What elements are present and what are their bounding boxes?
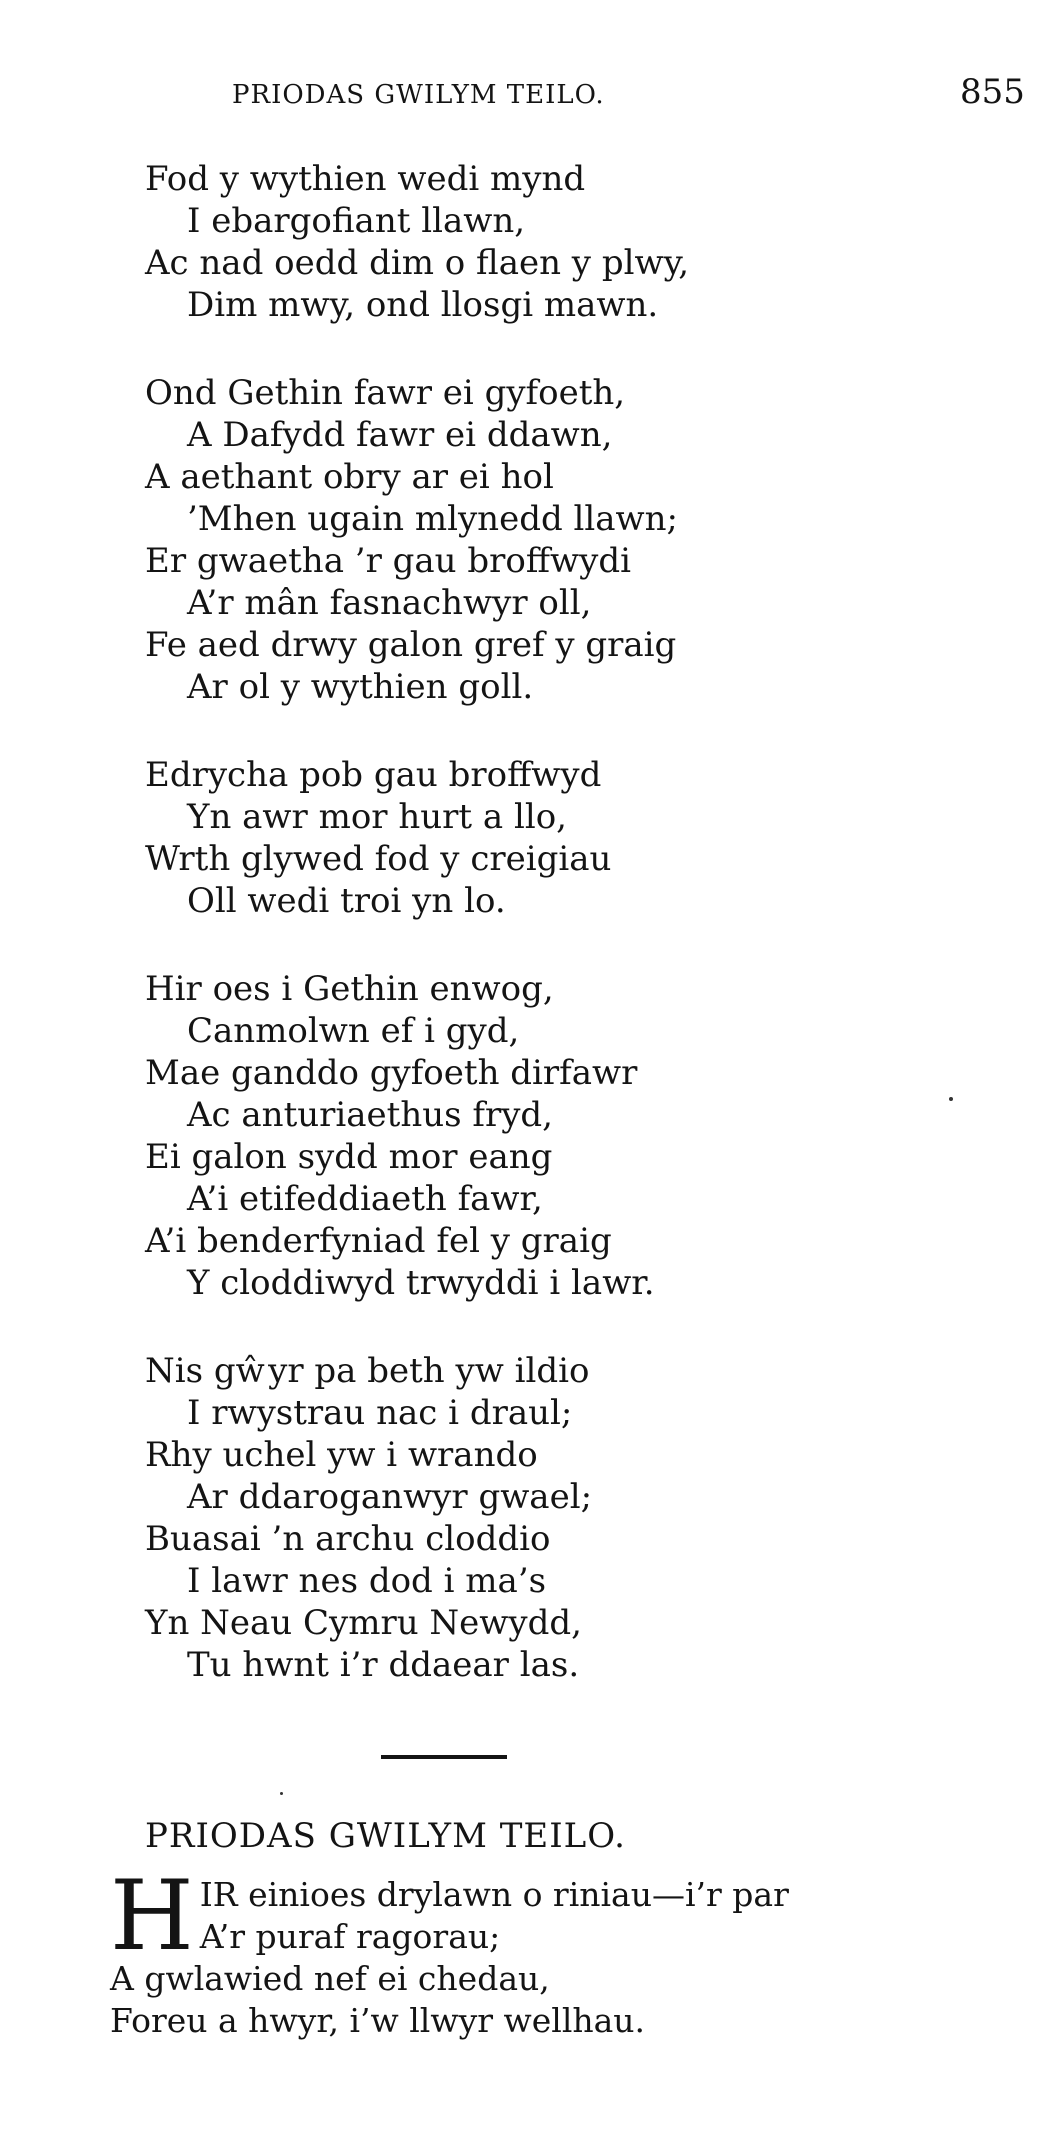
verse-line: I rwystrau nac i draul; bbox=[187, 1393, 573, 1433]
verse-line: Ar ol y wythien goll. bbox=[187, 667, 534, 707]
drop-cap: H bbox=[110, 1860, 194, 1972]
verse-line: Canmolwn ef i gyd, bbox=[187, 1011, 520, 1051]
verse-line: Yn Neau Cymru Newydd, bbox=[145, 1603, 582, 1643]
verse-line: IR einioes drylawn o riniau—i’r par bbox=[199, 1875, 789, 1914]
verse-line: I lawr nes dod i ma’s bbox=[187, 1561, 547, 1601]
verse-line: I ebargofiant llawn, bbox=[187, 201, 526, 241]
verse-line: Tu hwnt i’r ddaear las. bbox=[187, 1645, 580, 1685]
verse-line: A gwlawied nef ei chedau, bbox=[110, 1959, 550, 1998]
verse-line: Ond Gethin fawr ei gyfoeth, bbox=[145, 373, 626, 413]
verse-line: Buasai ’n archu cloddio bbox=[145, 1519, 551, 1559]
poem-body bbox=[145, 158, 1005, 1732]
stanza-5 bbox=[145, 1350, 1005, 1686]
verse-line: A’r mân fasnachwyr oll, bbox=[187, 583, 592, 623]
section-divider bbox=[381, 1755, 507, 1759]
ink-speck bbox=[949, 1097, 953, 1101]
verse-line: Wrth glywed fod y creigiau bbox=[145, 839, 612, 879]
running-title: PRIODAS GWILYM TEILO. bbox=[232, 80, 605, 110]
verse-line: Mae ganddo gyfoeth dirfawr bbox=[145, 1053, 638, 1093]
englyn bbox=[110, 1860, 1010, 2042]
verse-line: A’i etifeddiaeth fawr, bbox=[187, 1179, 543, 1219]
verse-line: ’Mhen ugain mlynedd llawn; bbox=[187, 499, 679, 539]
verse-line: Er gwaetha ’r gau broffwydi bbox=[145, 541, 631, 581]
verse-line: Foreu a hwyr, i’w llwyr wellhau. bbox=[110, 2001, 646, 2040]
stanza-1 bbox=[145, 158, 1005, 326]
verse-line: Hir oes i Gethin enwog, bbox=[145, 969, 554, 1009]
verse-line: A’i benderfyniad fel y graig bbox=[145, 1221, 612, 1261]
stanza-2 bbox=[145, 372, 1005, 708]
verse-line: Fe aed drwy galon gref y graig bbox=[145, 625, 677, 665]
stanza-4 bbox=[145, 968, 1005, 1304]
verse-line: Y cloddiwyd trwyddi i lawr. bbox=[187, 1263, 655, 1303]
verse-line: Nis gŵyr pa beth yw ildio bbox=[145, 1351, 590, 1391]
verse-line: Ei galon sydd mor eang bbox=[145, 1137, 553, 1177]
stanza-3 bbox=[145, 754, 1005, 922]
verse-line: Ac anturiaethus fryd, bbox=[187, 1095, 553, 1135]
page-number: 855 bbox=[960, 72, 1025, 112]
verse-line: Yn awr mor hurt a llo, bbox=[187, 797, 567, 837]
verse-line: Oll wedi troi yn lo. bbox=[187, 881, 506, 921]
verse-line: A aethant obry ar ei hol bbox=[145, 457, 554, 497]
verse-line: Edrycha pob gau broffwyd bbox=[145, 755, 602, 795]
verse-line: A’r puraf ragorau; bbox=[199, 1917, 501, 1956]
verse-line: A Dafydd fawr ei ddawn, bbox=[187, 415, 613, 455]
verse-line: Rhy uchel yw i wrando bbox=[145, 1435, 538, 1475]
ink-speck bbox=[280, 1792, 283, 1795]
verse-line: Dim mwy, ond llosgi mawn. bbox=[187, 285, 659, 325]
verse-line: Ac nad oedd dim o flaen y plwy, bbox=[145, 243, 690, 283]
verse-line: Fod y wythien wedi mynd bbox=[145, 159, 586, 199]
section-title: PRIODAS GWILYM TEILO. bbox=[145, 1816, 626, 1856]
verse-line: Ar ddaroganwyr gwael; bbox=[187, 1477, 593, 1517]
